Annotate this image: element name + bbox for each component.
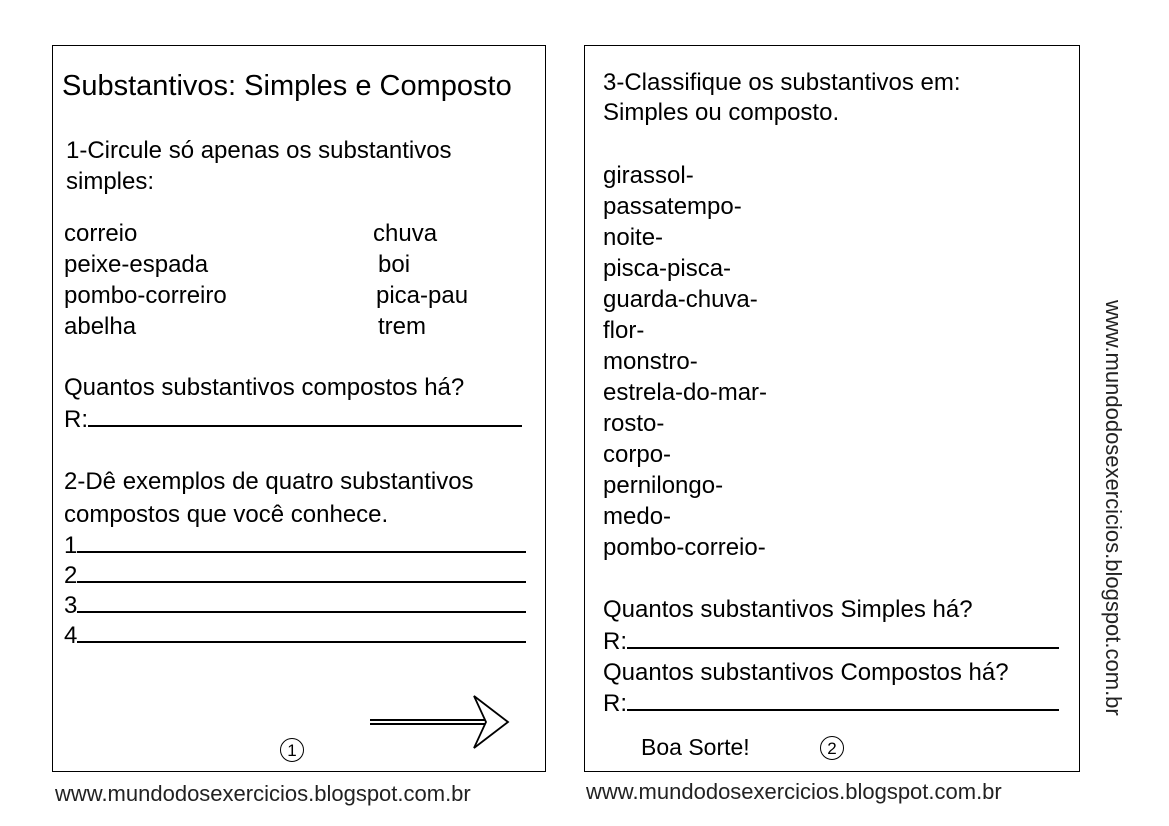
list-item: girassol-: [603, 162, 694, 189]
list-item: pernilongo-: [603, 472, 724, 499]
list-item: monstro-: [603, 348, 698, 375]
question-3-line-2: Simples ou composto.: [603, 99, 840, 126]
answer-prefix: R:: [603, 628, 627, 655]
answer-line[interactable]: [603, 692, 1059, 716]
question-compostos: Quantos substantivos compostos há?: [64, 374, 465, 401]
page-number: 1: [280, 738, 304, 762]
numbered-answer-line[interactable]: [64, 564, 526, 588]
line-number: 1: [64, 532, 78, 559]
right-arrow-icon: [368, 694, 514, 750]
side-url: www.mundodosexercicios.blogspot.com.br: [1101, 300, 1126, 716]
word-item: correio: [64, 220, 138, 247]
word-item: pica-pau: [376, 282, 469, 309]
word-item: abelha: [64, 313, 137, 340]
list-item: rosto-: [603, 410, 665, 437]
word-item: chuva: [373, 220, 438, 247]
answer-prefix: R:: [64, 406, 88, 433]
answer-line[interactable]: [603, 630, 1059, 654]
footer-url-left: www.mundodosexercicios.blogspot.com.br: [55, 781, 471, 806]
page-number-badge: [280, 738, 304, 762]
answer-blank[interactable]: [77, 641, 526, 643]
line-number: 3: [64, 592, 78, 619]
line-number: 2: [64, 562, 78, 589]
question-compostos: Quantos substantivos Compostos há?: [603, 659, 1009, 686]
word-item: pombo-correiro: [64, 282, 227, 309]
question-2-line-2: compostos que você conhece.: [64, 501, 389, 528]
question-3-line-1: 3-Classifique os substantivos em:: [603, 69, 961, 96]
answer-blank[interactable]: [77, 611, 526, 613]
line-number: 4: [64, 622, 78, 649]
list-item: pisca-pisca-: [603, 255, 732, 282]
word-item: trem: [378, 313, 426, 340]
numbered-answer-line[interactable]: [64, 534, 526, 558]
list-item: estrela-do-mar-: [603, 379, 768, 406]
page-number: 2: [820, 736, 844, 760]
word-item: boi: [378, 251, 411, 278]
answer-line[interactable]: [64, 408, 522, 432]
numbered-answer-line[interactable]: [64, 594, 526, 618]
list-item: noite-: [603, 224, 664, 251]
answer-blank[interactable]: [77, 551, 526, 553]
list-item: passatempo-: [603, 193, 742, 220]
closing-message: Boa Sorte!: [641, 734, 750, 760]
question-simples: Quantos substantivos Simples há?: [603, 596, 973, 623]
answer-blank[interactable]: [77, 581, 526, 583]
footer-url-right: www.mundodosexercicios.blogspot.com.br: [586, 779, 1002, 804]
page-number-badge: [820, 736, 844, 760]
question-1-line-2: simples:: [66, 168, 155, 195]
answer-blank[interactable]: [627, 647, 1059, 649]
list-item: corpo-: [603, 441, 672, 468]
numbered-answer-line[interactable]: [64, 624, 526, 648]
word-item: peixe-espada: [64, 251, 209, 278]
list-item: medo-: [603, 503, 672, 530]
answer-blank[interactable]: [627, 709, 1059, 711]
answer-blank[interactable]: [88, 425, 522, 427]
list-item: flor-: [603, 317, 645, 344]
question-2-line-1: 2-Dê exemplos de quatro substantivos: [64, 468, 474, 495]
list-item: guarda-chuva-: [603, 286, 758, 313]
worksheet-title: Substantivos: Simples e Composto: [62, 70, 512, 102]
list-item: pombo-correio-: [603, 534, 766, 561]
answer-prefix: R:: [603, 690, 627, 717]
question-1-line-1: 1-Circule só apenas os substantivos: [66, 137, 452, 164]
